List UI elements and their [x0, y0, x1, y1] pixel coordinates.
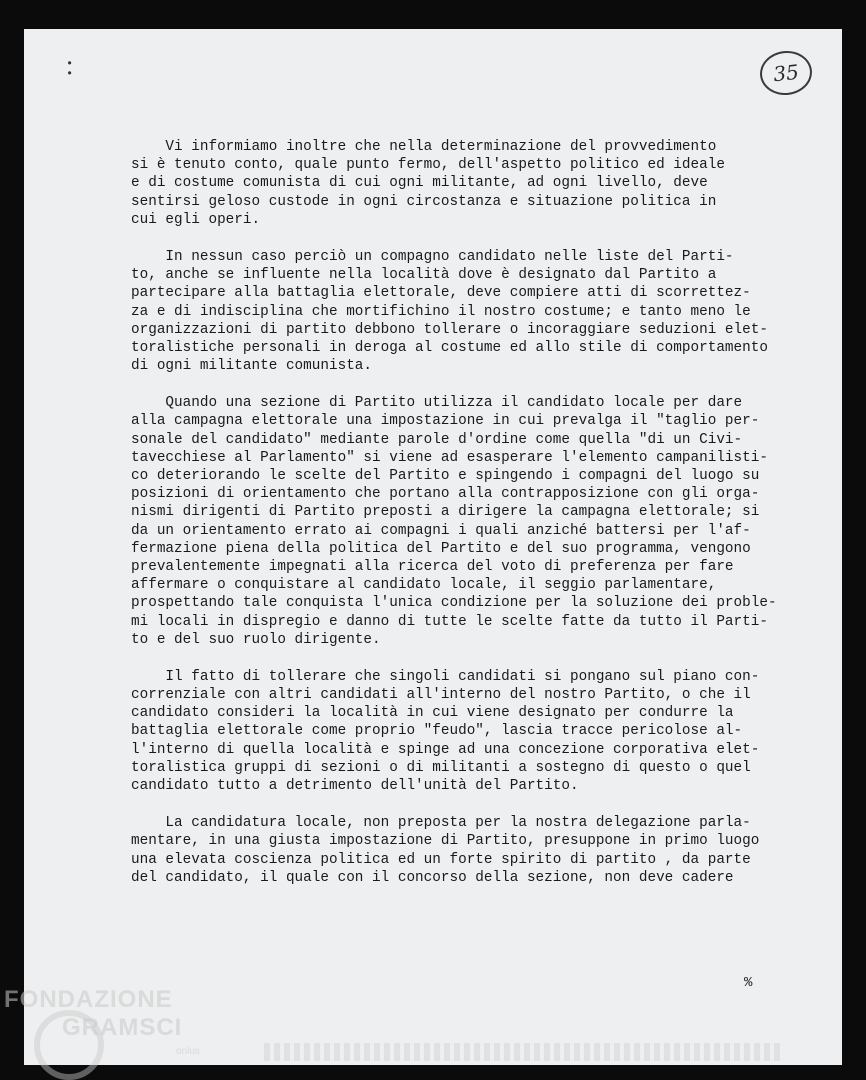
text-line: nismi dirigenti di Partito preposti a dirigere la campagna elettorale; si [131, 504, 760, 521]
continuation-mark: % [744, 975, 753, 991]
text-line: posizioni di orientamento che portano alla contrapposizione con gli orga- [131, 486, 760, 503]
text-line: sonale del candidato" mediante parole d'ordine come quella "di un Civi- [131, 431, 743, 448]
text-line: co deteriorando le scelte del Partito e spingendo i compagni del luogo su [131, 468, 760, 484]
watermark-line2: GRAMSCI [62, 1014, 183, 1041]
text-line: prevalentemente impegnati alla ricerca del voto di preferenza per fare [131, 558, 734, 575]
text-line: mentare, in una giusta impostazione di Partito, presuppone in primo luogo [131, 833, 760, 850]
text-line: Quando una sezione di Partito utilizza il candidato locale per dare [131, 395, 743, 412]
document-page [24, 29, 842, 1065]
text-line: battaglia elettorale come proprio "feudo", lascia tracce pericolose al- [131, 723, 743, 740]
text-line: prospettando tale conquista l'unica condizione per la soluzione dei proble- [131, 595, 777, 612]
text-line: del candidato, il quale con il concorso della sezione, non deve cadere [131, 869, 734, 886]
text-line: alla campagna elettorale una impostazione in cui prevalga il "taglio per- [131, 413, 760, 430]
text-line: mi locali in dispregio e danno di tutte le scelte fatte da tutto il Parti- [131, 613, 768, 630]
bleed-through-shadow [264, 1043, 784, 1061]
body-text [131, 138, 831, 906]
archive-watermark [4, 986, 224, 1076]
corner-mark: • • [66, 57, 104, 81]
paragraph [131, 394, 831, 649]
text-line: Vi informiamo inoltre che nella determinazione del provvedimento [131, 139, 717, 155]
text-line: fermazione piena della politica del Partito e del suo programma, vengono [131, 540, 751, 557]
text-line: La candidatura locale, non preposta per la nostra delegazione parla- [131, 815, 751, 832]
text-line: toralistiche personali in deroga al costume ed allo stile di comportamento [131, 339, 768, 356]
watermark-ring-icon [34, 1010, 104, 1080]
text-line: di ogni militante comunista. [131, 358, 373, 375]
text-line: candidato consideri la località in cui viene designato per condurre la [131, 705, 734, 722]
text-line: e di costume comunista di cui ogni militante, ad ogni livello, deve [131, 175, 708, 192]
text-line: una elevata coscienza politica ed un forte spirito di partito , da parte [131, 851, 751, 868]
text-line: si è tenuto conto, quale punto fermo, dell'aspetto politico ed ideale [131, 157, 725, 174]
text-line: sentirsi geloso custode in ogni circostanza e situazione politica in [131, 193, 717, 210]
text-line: candidato tutto a detrimento dell'unità del Partito. [131, 778, 579, 794]
watermark-sub: onlus [176, 1046, 200, 1057]
text-line: cui egli operi. [131, 211, 261, 228]
text-line: da un orientamento errato ai compagni i quali anziché battersi per l'af- [131, 522, 751, 539]
text-line: tavecchiese al Parlamento" si viene ad esasperare l'elemento campanilisti- [131, 449, 768, 466]
text-line: to, anche se influente nella località dove è designato dal Partito a [131, 267, 717, 284]
text-line: za e di indisciplina che mortifichino il nostro costume; e tanto meno le [131, 303, 751, 320]
paragraph [131, 138, 831, 229]
text-line: correnziale con altri candidati all'interno del nostro Partito, o che il [131, 687, 751, 704]
watermark-line1: FONDAZIONE [4, 986, 173, 1013]
paragraph [131, 814, 831, 887]
text-line: l'interno di quella località e spinge ad una concezione corporativa elet- [131, 741, 760, 758]
text-line: to e del suo ruolo dirigente. [131, 631, 381, 648]
paragraph [131, 248, 831, 375]
page-number-stamp: 35 [758, 48, 814, 97]
text-line: affermare o conquistare al candidato locale, il seggio parlamentare, [131, 577, 717, 594]
text-line: Il fatto di tollerare che singoli candidati si pongano sul piano con- [131, 668, 760, 685]
text-line: toralistica gruppi di sezioni o di militanti a sostegno di questo o quel [131, 759, 751, 776]
text-line: In nessun caso perciò un compagno candidato nelle liste del Parti- [131, 248, 734, 265]
paragraph [131, 668, 831, 795]
text-line: partecipare alla battaglia elettorale, deve compiere atti di scorrettez- [131, 285, 751, 302]
text-line: organizzazioni di partito debbono tollerare o incoraggiare seduzioni elet- [131, 321, 768, 338]
